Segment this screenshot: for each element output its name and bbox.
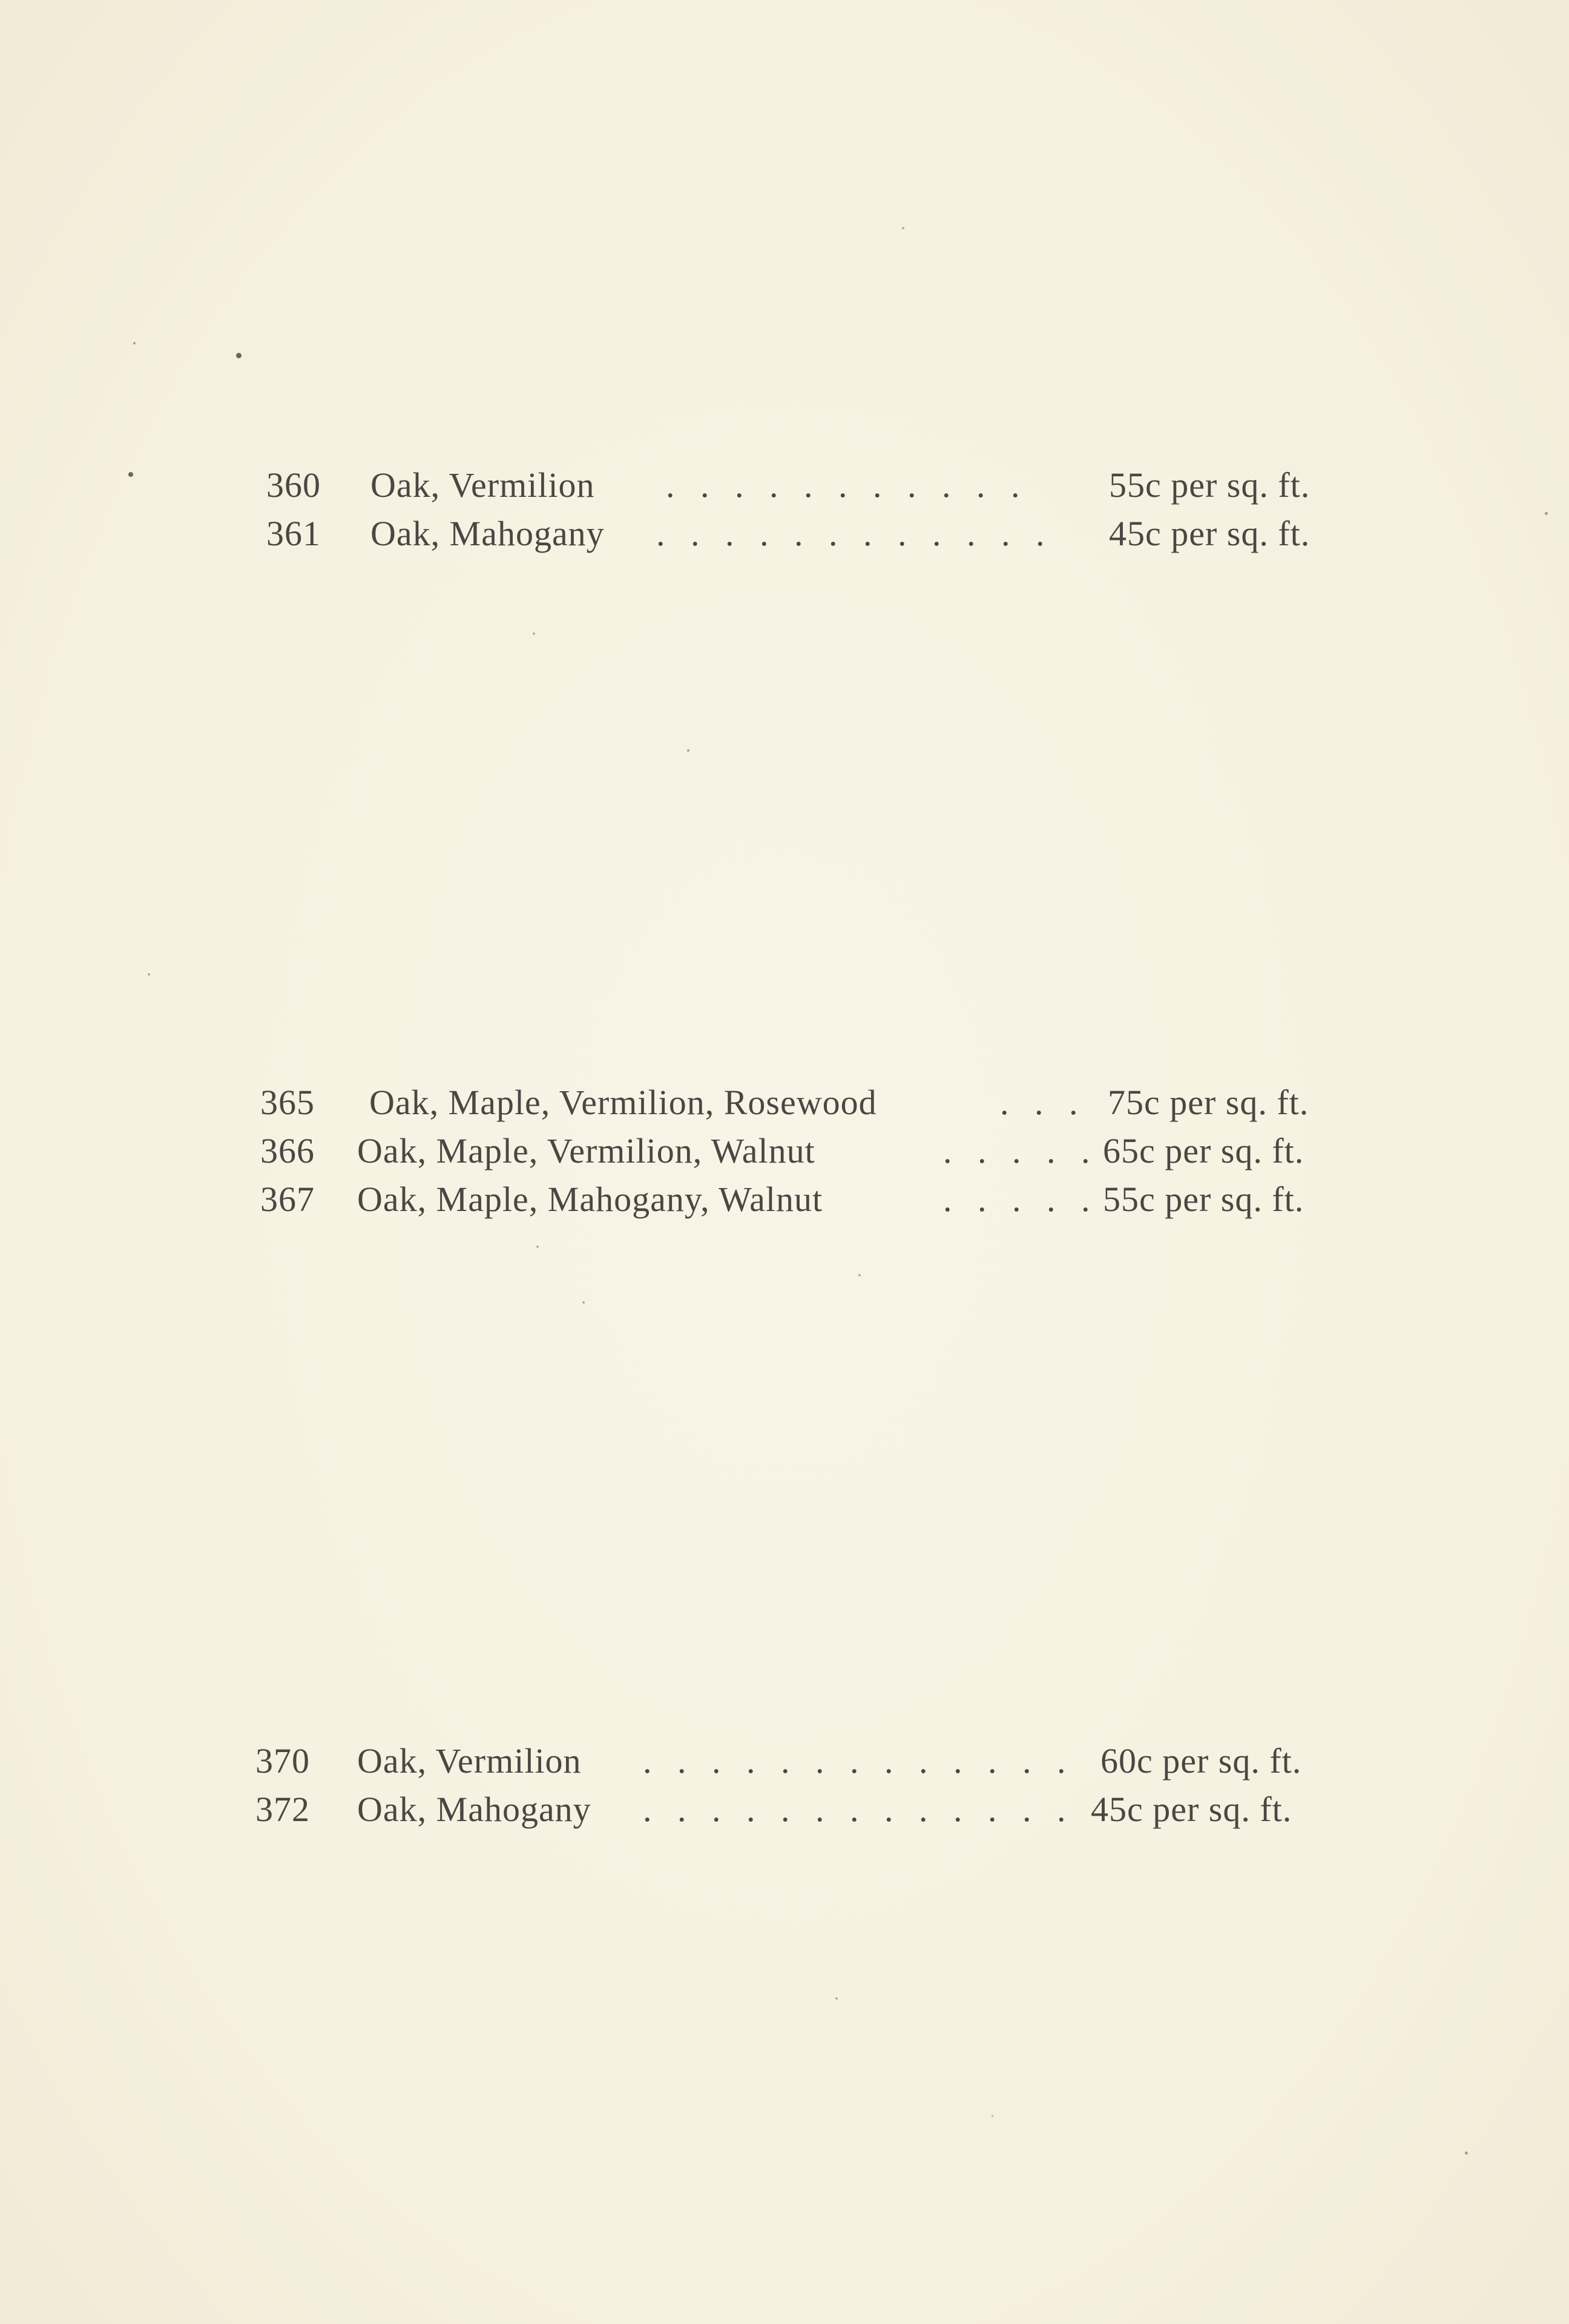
paper-speck [148,973,150,976]
price-row-372 [255,1785,1363,1834]
price-group-3 [255,1737,1363,1834]
price-row-370 [255,1737,1363,1785]
price-row-367 [260,1175,1368,1224]
dot-leader: . . . . . [943,1131,1099,1170]
item-price: 45c per sq. ft. [1109,514,1311,553]
paper-speck [1465,2152,1468,2155]
item-description: Oak, Vermilion [370,465,595,505]
paper-speck [536,1246,539,1248]
paper-speck [835,1997,838,2000]
item-number: 361 [266,514,321,553]
item-description: Oak, Maple, Mahogany, Walnut [357,1180,823,1219]
paper-speck [858,1274,861,1276]
item-price: 55c per sq. ft. [1103,1180,1304,1219]
paper-speck [687,749,689,752]
item-price: 60c per sq. ft. [1100,1741,1302,1781]
paper-speck [1545,512,1548,515]
dot-leader: . . . . . . . . . . . . . [643,1790,1074,1829]
dot-leader: . . . . . . . . . . . . . [643,1741,1074,1781]
price-row-361 [266,510,1362,558]
price-group-1 [266,461,1362,558]
item-price: 45c per sq. ft. [1091,1790,1292,1829]
item-description: Oak, Maple, Vermilion, Walnut [357,1131,815,1170]
dot-leader: . . . [1000,1083,1087,1122]
paper-speck [902,227,904,229]
price-row-360 [266,461,1362,510]
paper-speck [992,2115,993,2117]
dot-leader: . . . . . [943,1180,1099,1219]
price-group-2 [260,1078,1368,1224]
item-number: 367 [260,1180,315,1219]
dot-leader: . . . . . . . . . . . [666,465,1028,505]
item-number: 370 [255,1741,310,1781]
item-number: 360 [266,465,321,505]
item-number: 372 [255,1790,310,1829]
paper-speck [533,632,535,635]
item-price: 65c per sq. ft. [1103,1131,1304,1170]
item-number: 366 [260,1131,315,1170]
paper-speck [128,472,133,477]
paper-speck [236,353,242,358]
price-row-365 [260,1078,1368,1127]
dot-leader: . . . . . . . . . . . . [656,514,1053,553]
item-description: Oak, Vermilion [357,1741,582,1781]
price-row-366 [260,1127,1368,1175]
item-description: Oak, Mahogany [357,1790,591,1829]
item-description: Oak, Maple, Vermilion, Rosewood [369,1083,877,1122]
item-description: Oak, Mahogany [370,514,605,553]
paper-speck [582,1301,585,1304]
paper-speck [133,342,136,344]
item-number: 365 [260,1083,315,1122]
item-price: 55c per sq. ft. [1109,465,1311,505]
item-price: 75c per sq. ft. [1108,1083,1309,1122]
